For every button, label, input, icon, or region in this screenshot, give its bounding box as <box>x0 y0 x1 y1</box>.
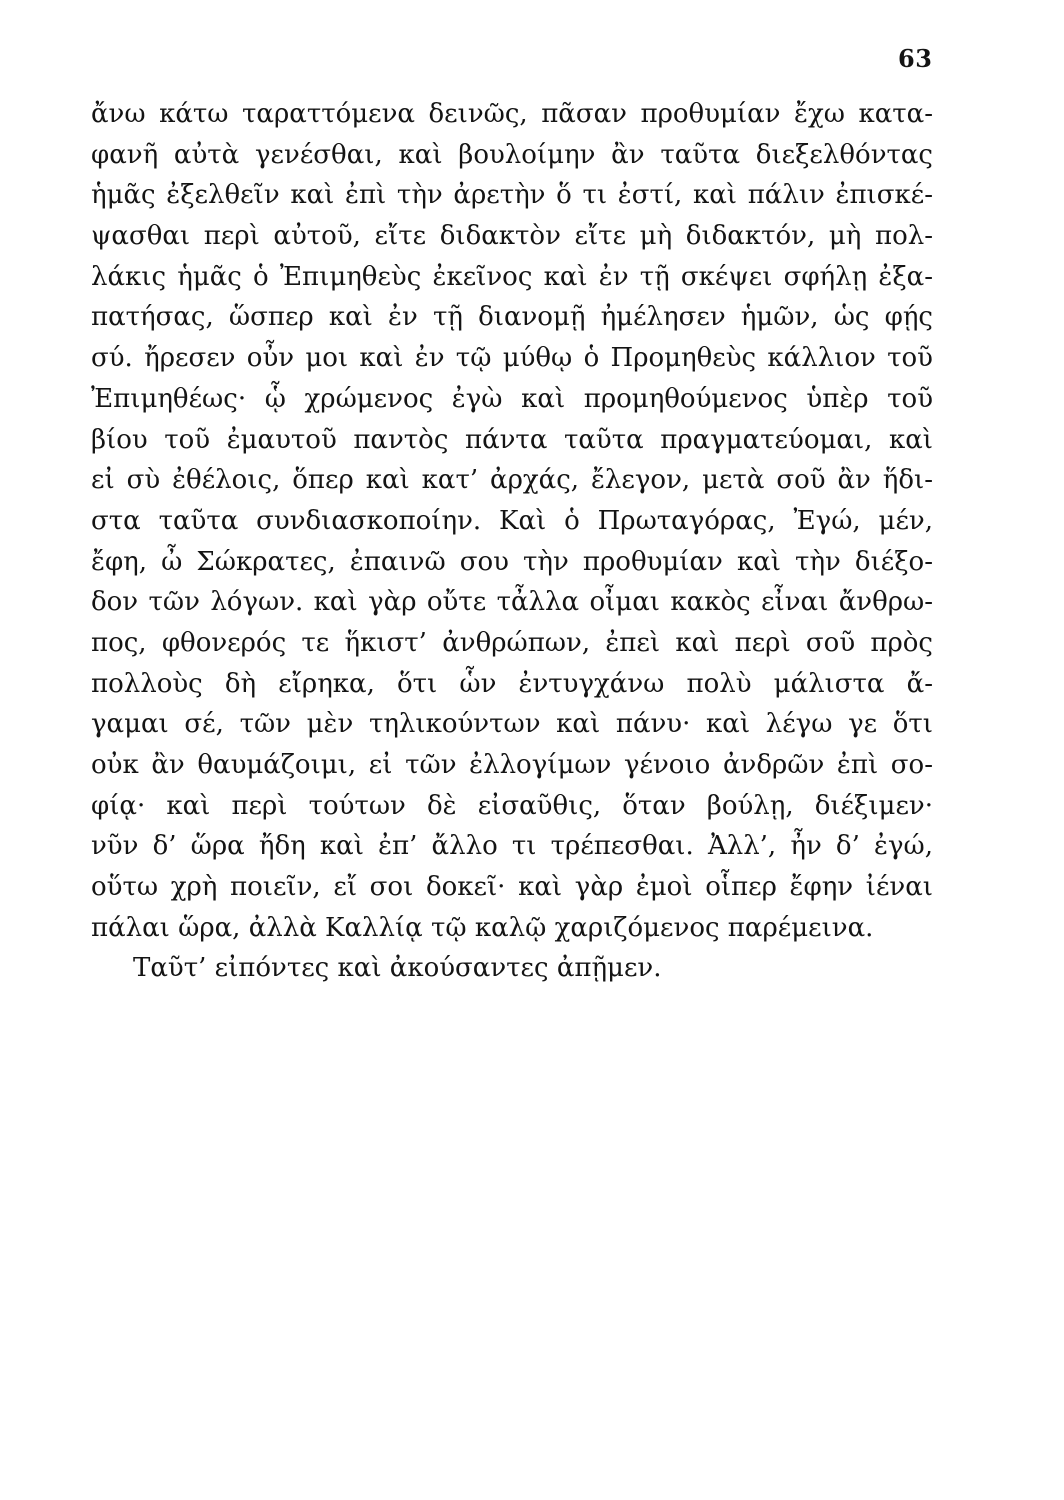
body-text <box>91 94 933 989</box>
text-line: ἔφη, ὦ Σώκρατες, ἐπαινῶ σου τὴν προθυμίαν καὶ τὴν διέξο- <box>91 546 933 577</box>
text-line: οὕτω χρὴ ποιεῖν, εἴ σοι δοκεῖ· καὶ γὰρ ἐμοὶ οἷπερ ἔφην ἰέναι <box>91 872 933 903</box>
text-line: γαμαι σέ, τῶν μὲν τηλικούντων καὶ πάνυ· καὶ λέγω γε ὅτι <box>91 709 933 740</box>
text-line: οὐκ ἂν θαυμάζοιμι, εἰ τῶν ἐλλογίμων γένοιο ἀνδρῶν ἐπὶ σο- <box>91 750 933 780</box>
text-line: στα ταῦτα συνδιασκοποίην. Καὶ ὁ Πρωταγόρας, Ἐγώ, μέν, <box>91 505 933 536</box>
text-line: λάκις ἡμᾶς ὁ Ἐπιμηθεὺς ἐκεῖνος καὶ ἐν τῇ σκέψει σφήλῃ ἐξα- <box>91 261 933 292</box>
text-line: ἄνω κάτω ταραττόμενα δεινῶς, πᾶσαν προθυμίαν ἔχω κατα- <box>91 99 933 129</box>
text-line: εἰ σὺ ἐθέλοις, ὅπερ καὶ κατ’ ἀρχάς, ἔλεγον, μετὰ σοῦ ἂν ἥδι- <box>91 465 933 496</box>
text-line: βίου τοῦ ἐμαυτοῦ παντὸς πάντα ταῦτα πραγματεύομαι, καὶ <box>91 424 933 455</box>
text-line: δον τῶν λόγων. καὶ γὰρ οὔτε τἆλλα οἶμαι κακὸς εἶναι ἄνθρω- <box>91 587 933 618</box>
text-line-final-paragraph: Ταῦτ’ εἰπόντες καὶ ἀκούσαντες ἀπῇμεν. <box>133 953 662 984</box>
page-number: 63 <box>898 44 933 73</box>
text-line: ψασθαι περὶ αὐτοῦ, εἴτε διδακτὸν εἴτε μὴ διδακτόν, μὴ πολ- <box>91 221 933 252</box>
text-line: πολλοὺς δὴ εἴρηκα, ὅτι ὧν ἐντυγχάνω πολὺ μάλιστα ἄ- <box>91 668 933 699</box>
text-line: Ἐπιμηθέως· ᾧ χρώμενος ἐγὼ καὶ προμηθούμενος ὑπὲρ τοῦ <box>91 383 933 414</box>
text-line: πατήσας, ὥσπερ καὶ ἐν τῇ διανομῇ ἠμέλησεν ἡμῶν, ὡς φῄς <box>91 302 933 333</box>
text-line: πος, φθονερός τε ἥκιστ’ ἀνθρώπων, ἐπεὶ καὶ περὶ σοῦ πρὸς <box>91 627 933 658</box>
text-line: φανῆ αὐτὰ γενέσθαι, καὶ βουλοίμην ἂν ταῦτα διεξελθόντας <box>91 139 933 170</box>
text-line: σύ. ἤρεσεν οὖν μοι καὶ ἐν τῷ μύθῳ ὁ Προμηθεὺς κάλλιον τοῦ <box>91 343 933 374</box>
text-line: πάλαι ὥρα, ἀλλὰ Καλλίᾳ τῷ καλῷ χαριζόμενος παρέμεινα. <box>91 912 874 943</box>
text-line: νῦν δ’ ὥρα ἤδη καὶ ἐπ’ ἄλλο τι τρέπεσθαι. Ἀλλ’, ἦν δ’ ἐγώ, <box>91 831 933 862</box>
text-line: φίᾳ· καὶ περὶ τούτων δὲ εἰσαῦθις, ὅταν βούλῃ, διέξιμεν· <box>91 790 933 821</box>
text-line: ἡμᾶς ἐξελθεῖν καὶ ἐπὶ τὴν ἀρετὴν ὅ τι ἐστί, καὶ πάλιν ἐπισκέ- <box>91 180 933 211</box>
